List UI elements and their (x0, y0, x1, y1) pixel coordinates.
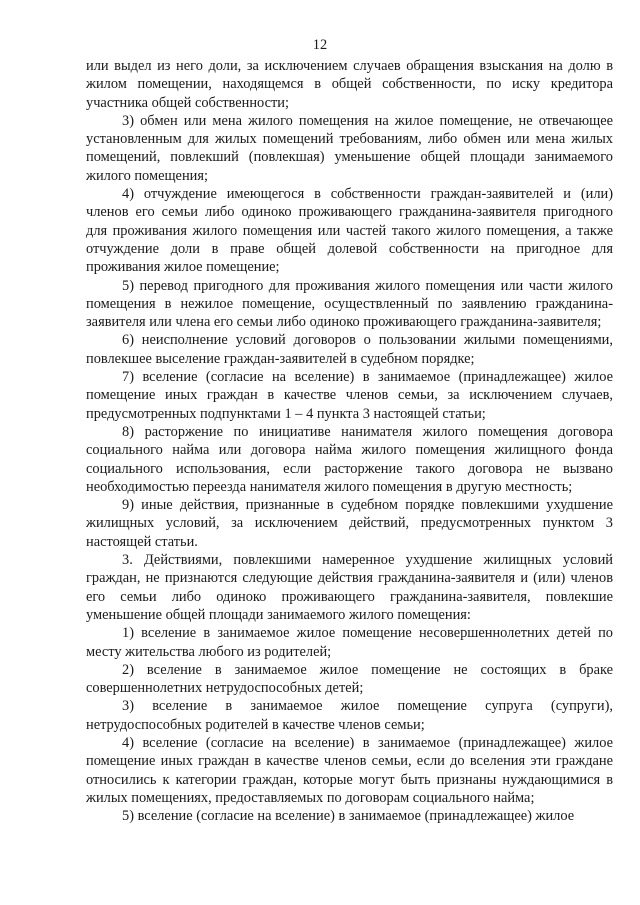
paragraph-section-3-item-3: 3) вселение в занимаемое жилое помещение супруга (супруги), нетрудоспособных родителей в качестве членов семьи; (86, 698, 613, 733)
paragraph-item-4: 4) отчуждение имеющегося в собственности граждан-заявителей и (или) членов его семьи либо одиноко проживающего гражданина-заявителя пригодного для проживания жилого помещения или частей такого жилого помещения, а также отчуждение доли в праве общей долевой собственности на пригодное для проживания жилое помещение; (86, 186, 613, 276)
paragraph-section-3-item-4: 4) вселение (согласие на вселение) в занимаемое (принадлежащее) жилое помещение иных граждан в качестве членов семьи, если до вселения эти граждане относились к категории граждан, которые могут быть признаны нуждающимися в жилых помещениях, предоставляемых по договорам социального найма; (86, 734, 613, 806)
paragraph-section-3-item-1: 1) вселение в занимаемое жилое помещение несовершеннолетних детей по месту жительства любого из родителей; (86, 625, 613, 660)
paragraph-item-5: 5) перевод пригодного для проживания жилого помещения или части жилого помещения в нежилое помещение, осуществленный по заявлению гражданина-заявителя или члена его семьи либо одиноко проживающего гражданина-заявителя; (86, 277, 613, 331)
paragraph-section-3-item-2: 2) вселение в занимаемое жилое помещение не состоящих в браке совершеннолетних нетрудоспособных детей; (86, 661, 613, 697)
paragraph-item-7: 7) вселение (согласие на вселение) в занимаемое (принадлежащее) жилое помещение иных граждан в качестве членов семьи, за исключением случаев, предусмотренных подпунктами 1 – 4 пункта 3 настоящей статьи; (86, 369, 613, 422)
paragraph-section-3: 3. Действиями, повлекшими намеренное ухудшение жилищных условий граждан, не признаются следующие действия гражданина-заявителя и (или) членов его семьи либо одиноко проживающего гражданина-заявителя, повлекшие уменьшение общей площади занимаемого жилого помещения: (86, 552, 613, 623)
paragraph-section-3-item-5: 5) вселение (согласие на вселение) в занимаемое (принадлежащее) жилое (122, 808, 575, 825)
paragraph-continuation: или выдел из него доли, за исключением случаев обращения взыскания на долю в жилом помещении, находящемся в общей собственности, по иску кредитора участника общей собственности; (86, 58, 613, 111)
paragraph-item-9: 9) иные действия, признанные в судебном порядке повлекшими ухудшение жилищных условий, за исключением действий, предусмотренных пунктом 3 настоящей статьи. (86, 497, 613, 550)
paragraph-item-6: 6) неисполнение условий договоров о пользовании жилыми помещениями, повлекшее выселение граждан-заявителей в судебном порядке; (86, 332, 613, 367)
paragraph-item-3: 3) обмен или мена жилого помещения на жилое помещение, не отвечающее установленным для жилых помещений требованиям, либо обмен или мена жилых помещений, повлекший (повлекшая) уменьшение общей площади занимаемого жилого помещения; (86, 112, 613, 184)
body-text (86, 57, 613, 825)
page-number: 12 (312, 37, 328, 53)
paragraph-item-8: 8) расторжение по инициативе нанимателя жилого помещения договора социального найма или договора найма жилого помещения жилищного фонда социального использования, если расторжение такого договора не вызвано необходимостью переезда нанимателя жилого помещения в другую местность; (86, 423, 613, 495)
